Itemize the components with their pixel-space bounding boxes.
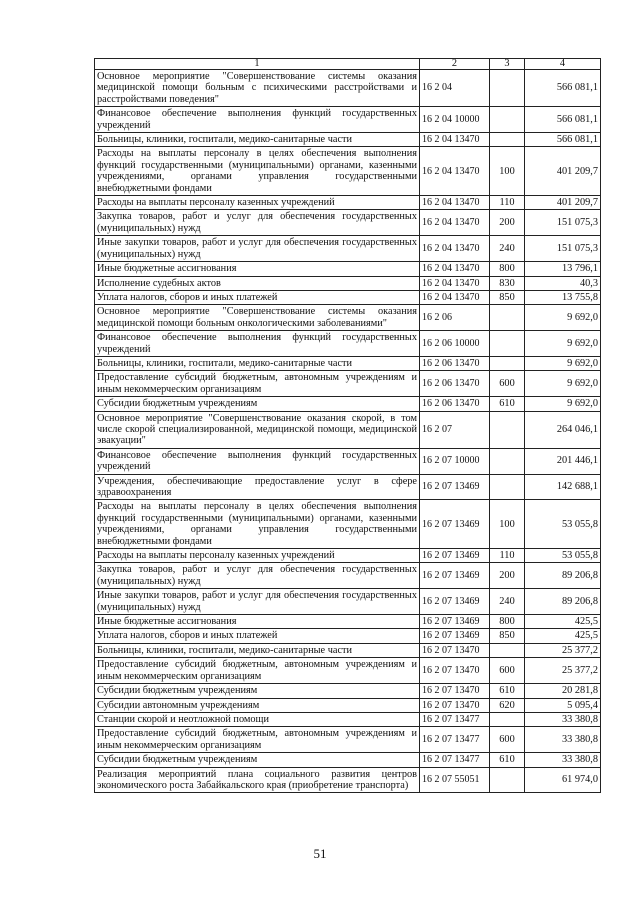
table-row: [95, 236, 601, 262]
row-amount-cell: 25 377,2: [525, 643, 601, 657]
table-row: [95, 276, 601, 290]
table-row: [95, 70, 601, 107]
row-expense-type-cell: [490, 767, 525, 793]
row-code-cell: 16 2 07 13469: [420, 500, 490, 549]
row-expense-type-cell: 610: [490, 684, 525, 698]
row-amount-cell: 9 692,0: [525, 331, 601, 357]
row-amount-cell: 53 055,8: [525, 549, 601, 563]
table-row: [95, 210, 601, 236]
row-amount-cell: 13 755,8: [525, 290, 601, 304]
row-amount-cell: 9 692,0: [525, 305, 601, 331]
table-row: [95, 474, 601, 500]
table-row: [95, 448, 601, 474]
column-header-name: 1: [95, 59, 420, 70]
row-name-cell: Расходы на выплаты персоналу в целях обеспечения выполнения функций государственными (муниципальными) органами, казенными учреждениями, органами управления государственными внебюджетными фондами: [95, 147, 420, 196]
row-name-cell: Иные бюджетные ассигнования: [95, 262, 420, 276]
row-code-cell: 16 2 04 13470: [420, 196, 490, 210]
row-expense-type-cell: [490, 70, 525, 107]
row-code-cell: 16 2 07 10000: [420, 448, 490, 474]
row-name-cell: Уплата налогов, сборов и иных платежей: [95, 290, 420, 304]
row-name-cell: Иные бюджетные ассигнования: [95, 615, 420, 629]
table-row: [95, 290, 601, 304]
table-row: [95, 563, 601, 589]
row-amount-cell: 9 692,0: [525, 397, 601, 411]
row-expense-type-cell: 850: [490, 629, 525, 643]
row-expense-type-cell: 800: [490, 262, 525, 276]
page-number: 51: [313, 846, 327, 861]
table-row: [95, 658, 601, 684]
table-body: [95, 70, 601, 793]
row-expense-type-cell: 200: [490, 563, 525, 589]
row-name-cell: Финансовое обеспечение выполнения функций государственных учреждений: [95, 331, 420, 357]
row-amount-cell: 151 075,3: [525, 210, 601, 236]
row-name-cell: Расходы на выплаты персоналу казенных учреждений: [95, 196, 420, 210]
row-name-cell: Расходы на выплаты персоналу в целях обеспечения выполнения функций государственными (муниципальными) органами, казенными учреждениями, органами управления государственными внебюджетными фондами: [95, 500, 420, 549]
row-name-cell: Иные закупки товаров, работ и услуг для обеспечения государственных (муниципальных) нужд: [95, 236, 420, 262]
row-code-cell: 16 2 07 13470: [420, 698, 490, 712]
row-expense-type-cell: [490, 448, 525, 474]
table-row: [95, 753, 601, 767]
row-code-cell: 16 2 07 13477: [420, 753, 490, 767]
row-expense-type-cell: [490, 107, 525, 133]
table-header-row: [95, 59, 601, 70]
table-row: [95, 767, 601, 793]
row-expense-type-cell: 610: [490, 753, 525, 767]
table-row: [95, 549, 601, 563]
row-name-cell: Закупка товаров, работ и услуг для обеспечения государственных (муниципальных) нужд: [95, 563, 420, 589]
row-name-cell: Основное мероприятие "Совершенствование системы оказания медицинской помощи больным онкологическими заболеваниями": [95, 305, 420, 331]
row-expense-type-cell: [490, 133, 525, 147]
row-code-cell: 16 2 07 55051: [420, 767, 490, 793]
row-expense-type-cell: 620: [490, 698, 525, 712]
row-amount-cell: 89 206,8: [525, 563, 601, 589]
table-row: [95, 684, 601, 698]
row-name-cell: Основное мероприятие "Совершенствование системы оказания медицинской помощи больным с психическими расстройствами и расстройствами поведения": [95, 70, 420, 107]
row-code-cell: 16 2 04 13470: [420, 276, 490, 290]
row-code-cell: 16 2 04 13470: [420, 147, 490, 196]
row-name-cell: Закупка товаров, работ и услуг для обеспечения государственных (муниципальных) нужд: [95, 210, 420, 236]
row-expense-type-cell: [490, 712, 525, 726]
row-code-cell: 16 2 04 13470: [420, 210, 490, 236]
row-amount-cell: 264 046,1: [525, 411, 601, 448]
row-amount-cell: 425,5: [525, 629, 601, 643]
row-expense-type-cell: 600: [490, 658, 525, 684]
row-name-cell: Финансовое обеспечение выполнения функций государственных учреждений: [95, 107, 420, 133]
row-code-cell: 16 2 07 13469: [420, 629, 490, 643]
row-amount-cell: 566 081,1: [525, 70, 601, 107]
row-name-cell: Больницы, клиники, госпитали, медико-санитарные части: [95, 356, 420, 370]
row-code-cell: 16 2 07 13470: [420, 658, 490, 684]
row-code-cell: 16 2 04 13470: [420, 133, 490, 147]
row-expense-type-cell: 800: [490, 615, 525, 629]
table-row: [95, 698, 601, 712]
budget-table: [94, 58, 601, 793]
row-expense-type-cell: 600: [490, 371, 525, 397]
table-row: [95, 107, 601, 133]
row-amount-cell: 89 206,8: [525, 589, 601, 615]
row-code-cell: 16 2 04 13470: [420, 290, 490, 304]
row-expense-type-cell: 600: [490, 727, 525, 753]
table-row: [95, 727, 601, 753]
row-amount-cell: 566 081,1: [525, 107, 601, 133]
row-code-cell: 16 2 04: [420, 70, 490, 107]
row-amount-cell: 201 446,1: [525, 448, 601, 474]
row-amount-cell: 25 377,2: [525, 658, 601, 684]
row-name-cell: Больницы, клиники, госпитали, медико-санитарные части: [95, 643, 420, 657]
row-amount-cell: 53 055,8: [525, 500, 601, 549]
table-row: [95, 305, 601, 331]
table-row: [95, 331, 601, 357]
row-name-cell: Учреждения, обеспечивающие предоставление услуг в сфере здравоохранения: [95, 474, 420, 500]
row-code-cell: 16 2 07 13470: [420, 643, 490, 657]
row-expense-type-cell: 100: [490, 500, 525, 549]
table-row: [95, 615, 601, 629]
row-name-cell: Уплата налогов, сборов и иных платежей: [95, 629, 420, 643]
row-expense-type-cell: 100: [490, 147, 525, 196]
row-code-cell: 16 2 04 10000: [420, 107, 490, 133]
row-amount-cell: 33 380,8: [525, 753, 601, 767]
row-amount-cell: 33 380,8: [525, 712, 601, 726]
row-code-cell: 16 2 06 10000: [420, 331, 490, 357]
row-code-cell: 16 2 06 13470: [420, 371, 490, 397]
row-expense-type-cell: 200: [490, 210, 525, 236]
row-expense-type-cell: [490, 474, 525, 500]
column-header-amount: 4: [525, 59, 601, 70]
row-amount-cell: 40,3: [525, 276, 601, 290]
table-row: [95, 411, 601, 448]
row-expense-type-cell: [490, 356, 525, 370]
row-name-cell: Больницы, клиники, госпитали, медико-санитарные части: [95, 133, 420, 147]
row-amount-cell: 425,5: [525, 615, 601, 629]
row-amount-cell: 142 688,1: [525, 474, 601, 500]
row-name-cell: Иные закупки товаров, работ и услуг для обеспечения государственных (муниципальных) нужд: [95, 589, 420, 615]
row-amount-cell: 33 380,8: [525, 727, 601, 753]
row-name-cell: Финансовое обеспечение выполнения функций государственных учреждений: [95, 448, 420, 474]
row-code-cell: 16 2 07 13469: [420, 615, 490, 629]
table-row: [95, 643, 601, 657]
row-code-cell: 16 2 06 13470: [420, 356, 490, 370]
row-name-cell: Субсидии автономным учреждениям: [95, 698, 420, 712]
row-expense-type-cell: 240: [490, 589, 525, 615]
row-name-cell: Реализация мероприятий плана социального развития центров экономического роста Забайкальского края (приобретение транспорта): [95, 767, 420, 793]
row-code-cell: 16 2 07 13469: [420, 474, 490, 500]
row-expense-type-cell: [490, 331, 525, 357]
row-name-cell: Субсидии бюджетным учреждениям: [95, 684, 420, 698]
row-amount-cell: 5 095,4: [525, 698, 601, 712]
row-code-cell: 16 2 07 13469: [420, 563, 490, 589]
table-row: [95, 589, 601, 615]
row-expense-type-cell: 110: [490, 549, 525, 563]
row-code-cell: 16 2 06 13470: [420, 397, 490, 411]
row-expense-type-cell: 240: [490, 236, 525, 262]
row-name-cell: Предоставление субсидий бюджетным, автономным учреждениям и иным некоммерческим организациям: [95, 727, 420, 753]
row-amount-cell: 566 081,1: [525, 133, 601, 147]
row-amount-cell: 9 692,0: [525, 356, 601, 370]
row-code-cell: 16 2 07 13477: [420, 727, 490, 753]
table-row: [95, 397, 601, 411]
row-name-cell: Субсидии бюджетным учреждениям: [95, 397, 420, 411]
row-expense-type-cell: 830: [490, 276, 525, 290]
table-row: [95, 262, 601, 276]
row-code-cell: 16 2 07: [420, 411, 490, 448]
row-expense-type-cell: 850: [490, 290, 525, 304]
row-name-cell: Станции скорой и неотложной помощи: [95, 712, 420, 726]
row-code-cell: 16 2 04 13470: [420, 262, 490, 276]
table-row: [95, 133, 601, 147]
table-row: [95, 356, 601, 370]
row-expense-type-cell: [490, 643, 525, 657]
row-amount-cell: 13 796,1: [525, 262, 601, 276]
table-row: [95, 500, 601, 549]
row-name-cell: Предоставление субсидий бюджетным, автономным учреждениям и иным некоммерческим организациям: [95, 658, 420, 684]
row-code-cell: 16 2 06: [420, 305, 490, 331]
row-amount-cell: 401 209,7: [525, 147, 601, 196]
row-code-cell: 16 2 07 13469: [420, 589, 490, 615]
row-amount-cell: 61 974,0: [525, 767, 601, 793]
row-expense-type-cell: [490, 411, 525, 448]
row-code-cell: 16 2 04 13470: [420, 236, 490, 262]
table-row: [95, 712, 601, 726]
column-header-code: 2: [420, 59, 490, 70]
column-header-expense-type: 3: [490, 59, 525, 70]
table-row: [95, 371, 601, 397]
table-row: [95, 196, 601, 210]
row-code-cell: 16 2 07 13469: [420, 549, 490, 563]
table-row: [95, 147, 601, 196]
row-amount-cell: 151 075,3: [525, 236, 601, 262]
row-code-cell: 16 2 07 13477: [420, 712, 490, 726]
row-amount-cell: 401 209,7: [525, 196, 601, 210]
row-expense-type-cell: 610: [490, 397, 525, 411]
row-name-cell: Субсидии бюджетным учреждениям: [95, 753, 420, 767]
row-name-cell: Исполнение судебных актов: [95, 276, 420, 290]
row-amount-cell: 20 281,8: [525, 684, 601, 698]
table-row: [95, 629, 601, 643]
row-expense-type-cell: 110: [490, 196, 525, 210]
row-name-cell: Расходы на выплаты персоналу казенных учреждений: [95, 549, 420, 563]
row-expense-type-cell: [490, 305, 525, 331]
row-code-cell: 16 2 07 13470: [420, 684, 490, 698]
row-name-cell: Основное мероприятие "Совершенствование оказания скорой, в том числе скорой специализированной, медицинской помощи, медицинской эвакуации": [95, 411, 420, 448]
row-name-cell: Предоставление субсидий бюджетным, автономным учреждениям и иным некоммерческим организациям: [95, 371, 420, 397]
row-amount-cell: 9 692,0: [525, 371, 601, 397]
